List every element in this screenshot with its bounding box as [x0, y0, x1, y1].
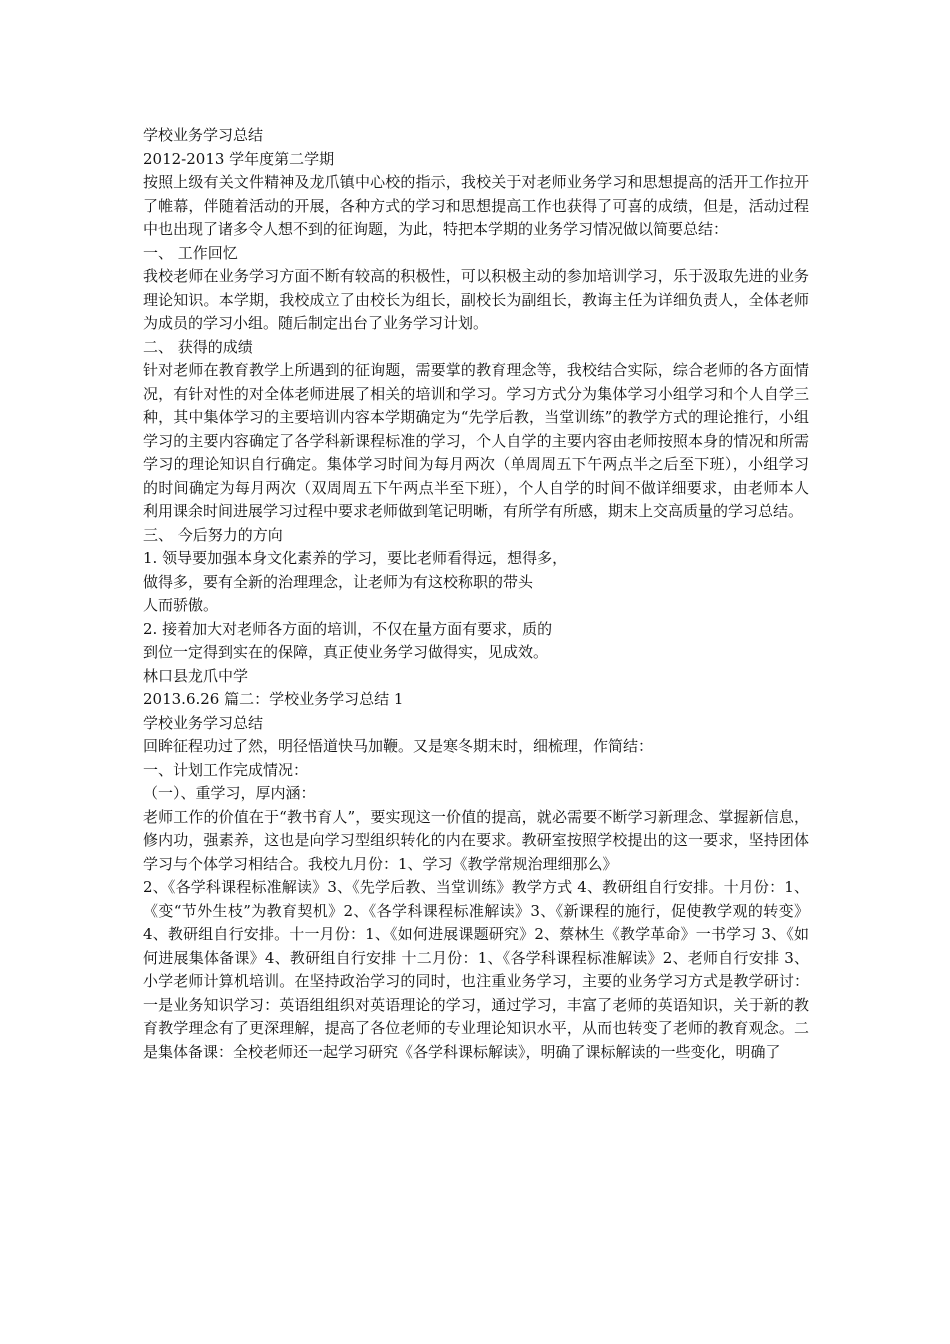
section2-paragraph: 针对老师在教育教学上所遇到的征询题，需要掌的教育理念等，我校结合实际，综合老师的各方面情况，有针对性的对全体老师进展了相关的培训和学习。学习方式分为集体学习小组学习和个人自学三种，其中集体学习的主要培训内容本学期确定为“先学后教，当堂训练”的教学方式的理论推行，小组学习的主要内容确定了各学科新课程标准的学习，个人自学的主要内容由老师按照本身的情况和所需学习的理论知识自行确定。集体学习时间为每月两次（单周周五下午两点半之后至下班），小组学习的时间确定为每月两次（双周周五下午两点半至下班），个人自学的时间不做详细要求，由老师本人利用课余时间进展学习过程中要求老师做到笔记明晰，有所学有所感，期末上交高质量的学习总结。: [143, 361, 809, 520]
date-line: 2013.6.26 篇二：学校业务学习总结 1: [143, 690, 404, 708]
intro-paragraph: 按照上级有关文件精神及龙爪镇中心校的指示，我校关于对老师业务学习和思想提高的活开工作拉开了帷幕，伴随着活动的开展，各种方式的学习和思想提高工作也获得了可喜的成绩，但是，活动过程中也出现了诸多令人想不到的征询题，为此，特把本学期的业务学习情况做以简要总结：: [143, 173, 809, 238]
sub1-paragraph: 老师工作的价值在于“教书育人”，要实现这一价值的提高，就必需要不断学习新理念、掌握新信息，修内功，强素养，这也是向学习型组织转化的内在要求。教研室按照学校提出的这一要求，坚持团体学习与个体学习相结合。我校九月份：1、学习《教学常规治理细那么》: [143, 807, 809, 873]
document-page: [143, 124, 809, 1064]
section2-heading: 二、 获得的成绩: [143, 337, 253, 356]
sub1-paragraph-continued: 2、《各学科课程标准解读》3、《先学后教、当堂训练》教学方式 4、教研组自行安排。十月份：1、《变“节外生枝”为教育契机》2、《各学科课程标准解读》3、《新课程的施行，促使教学观的转变》4、教研组自行安排。十一月份：1、《如何进展课题研究》2、蔡林生《教学革命》一书学习 3、《如何进展集体备课》4、教研组自行安排 十二月份：1、《各学科课程标准解读》2、老师自行安排 3、小学老师计算机培训。在坚持政治学习的同时，也注重业务学习，主要的业务学习方式是教学研讨：一是业务知识学习：英语组组织对英语理论的学习，通过学习，丰富了老师的英语知识，关于新的教育教学理念有了更深理解，提高了各位老师的专业理论知识水平，从而也转变了老师的教育观念。二是集体备课：全校老师还一起学习研究《各学科课标解读》，明确了课标解读的一些变化，明确了: [143, 878, 809, 1061]
second-title: 学校业务学习总结: [143, 713, 264, 732]
opening-line: 回眸征程功过了然，明径悟道快马加鞭。又是寒冬期末时，细梳理，作简结：: [143, 737, 654, 755]
section3-heading: 三、 今后努力的方向: [143, 525, 283, 544]
sub1-heading: （一）、重学习，厚内涵：: [143, 784, 316, 802]
document-title: 学校业务学习总结: [143, 126, 264, 144]
item1-line3: 人而骄傲。: [143, 596, 219, 614]
part1-heading: 一、计划工作完成情况：: [143, 760, 309, 779]
section1-paragraph: 我校老师在业务学习方面不断有较高的积极性，可以积极主动的参加培训学习，乐于汲取先进的业务理论知识。本学期，我校成立了由校长为组长，副校长为副组长，教诲主任为详细负责人，全体老师为成员的学习小组。随后制定出台了业务学习计划。: [143, 267, 809, 332]
item2-line2: 到位一定得到实在的保障，真正使业务学习做得实，见成效。: [143, 643, 549, 661]
item2-line1: 2. 接着加大对老师各方面的培训，不仅在量方面有要求，质的: [143, 619, 553, 638]
item1-line2: 做得多，要有全新的治理理念，让老师为有这校称职的带头: [143, 572, 534, 591]
term-line: 2012-2013 学年度第二学期: [143, 149, 335, 168]
section1-heading: 一、 工作回忆: [143, 243, 238, 262]
item1-line1: 1. 领导要加强本身文化素养的学习，要比老师看得远，想得多，: [143, 549, 568, 567]
school-name: 林口县龙爪中学: [143, 666, 249, 685]
